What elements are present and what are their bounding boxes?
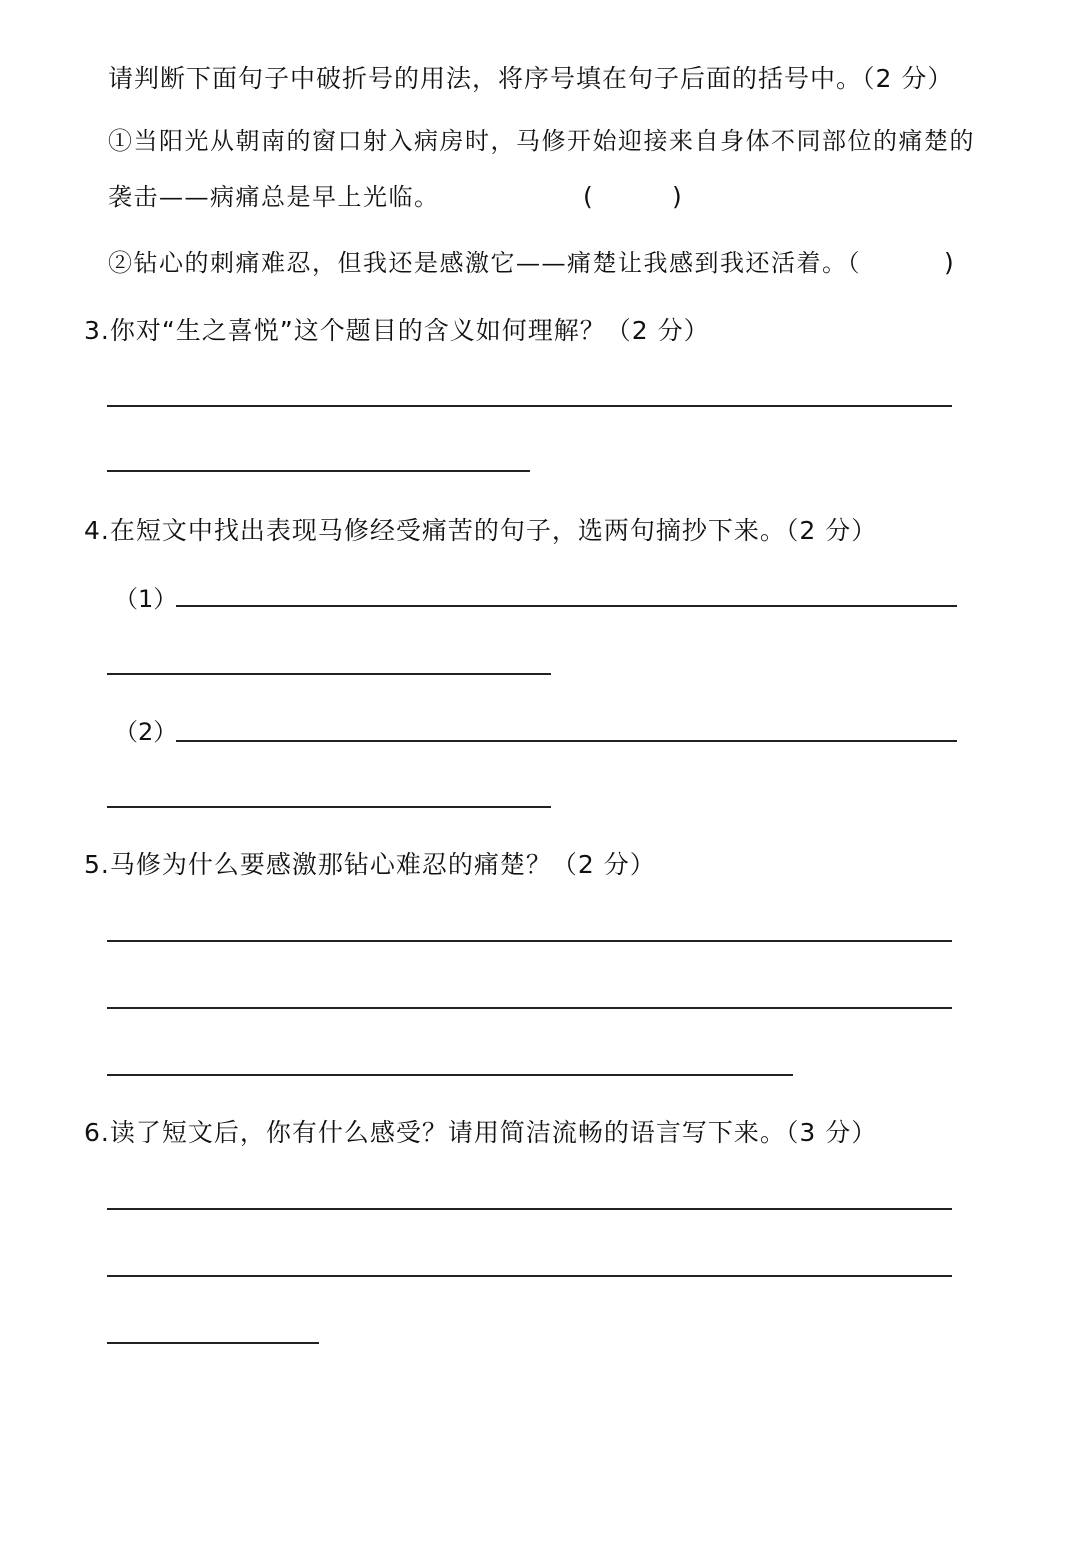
answer-line[interactable] xyxy=(176,740,957,742)
sub-answer-label-1: （1） xyxy=(114,585,178,613)
answer-line[interactable] xyxy=(107,405,952,407)
answer-line[interactable] xyxy=(107,1275,952,1277)
answer-line[interactable] xyxy=(107,1007,952,1009)
answer-line[interactable] xyxy=(107,1342,319,1344)
sentence-1-line-2: 袭击——病痛总是早上光临。 xyxy=(108,183,440,211)
answer-paren-close-2: ) xyxy=(944,248,954,277)
answer-paren-close-1: ) xyxy=(672,182,682,211)
question-6: 6.读了短文后，你有什么感受？请用简洁流畅的语言写下来。（3 分） xyxy=(84,1118,878,1147)
question-5: 5.马修为什么要感激那钻心难忍的痛楚？（2 分） xyxy=(84,850,656,879)
answer-line[interactable] xyxy=(107,673,551,675)
answer-line[interactable] xyxy=(107,940,952,942)
sub-answer-label-2: （2） xyxy=(114,718,178,746)
answer-line[interactable] xyxy=(107,1208,952,1210)
answer-line[interactable] xyxy=(107,806,551,808)
sentence-1-line-1: ①当阳光从朝南的窗口射入病房时，马修开始迎接来自身体不同部位的痛楚的 xyxy=(108,127,975,155)
question-4: 4.在短文中找出表现马修经受痛苦的句子，选两句摘抄下来。（2 分） xyxy=(84,516,878,545)
sentence-2: ②钻心的刺痛难忍，但我还是感激它——痛楚让我感到我还活着。（ xyxy=(108,249,861,277)
question-3: 3.你对“生之喜悦”这个题目的含义如何理解？（2 分） xyxy=(84,316,710,345)
instruction-text: 请判断下面句子中破折号的用法，将序号填在句子后面的括号中。（2 分） xyxy=(108,64,954,93)
answer-line[interactable] xyxy=(107,470,530,472)
answer-line[interactable] xyxy=(176,605,957,607)
answer-paren-open-1: ( xyxy=(583,182,593,211)
answer-line[interactable] xyxy=(107,1074,793,1076)
